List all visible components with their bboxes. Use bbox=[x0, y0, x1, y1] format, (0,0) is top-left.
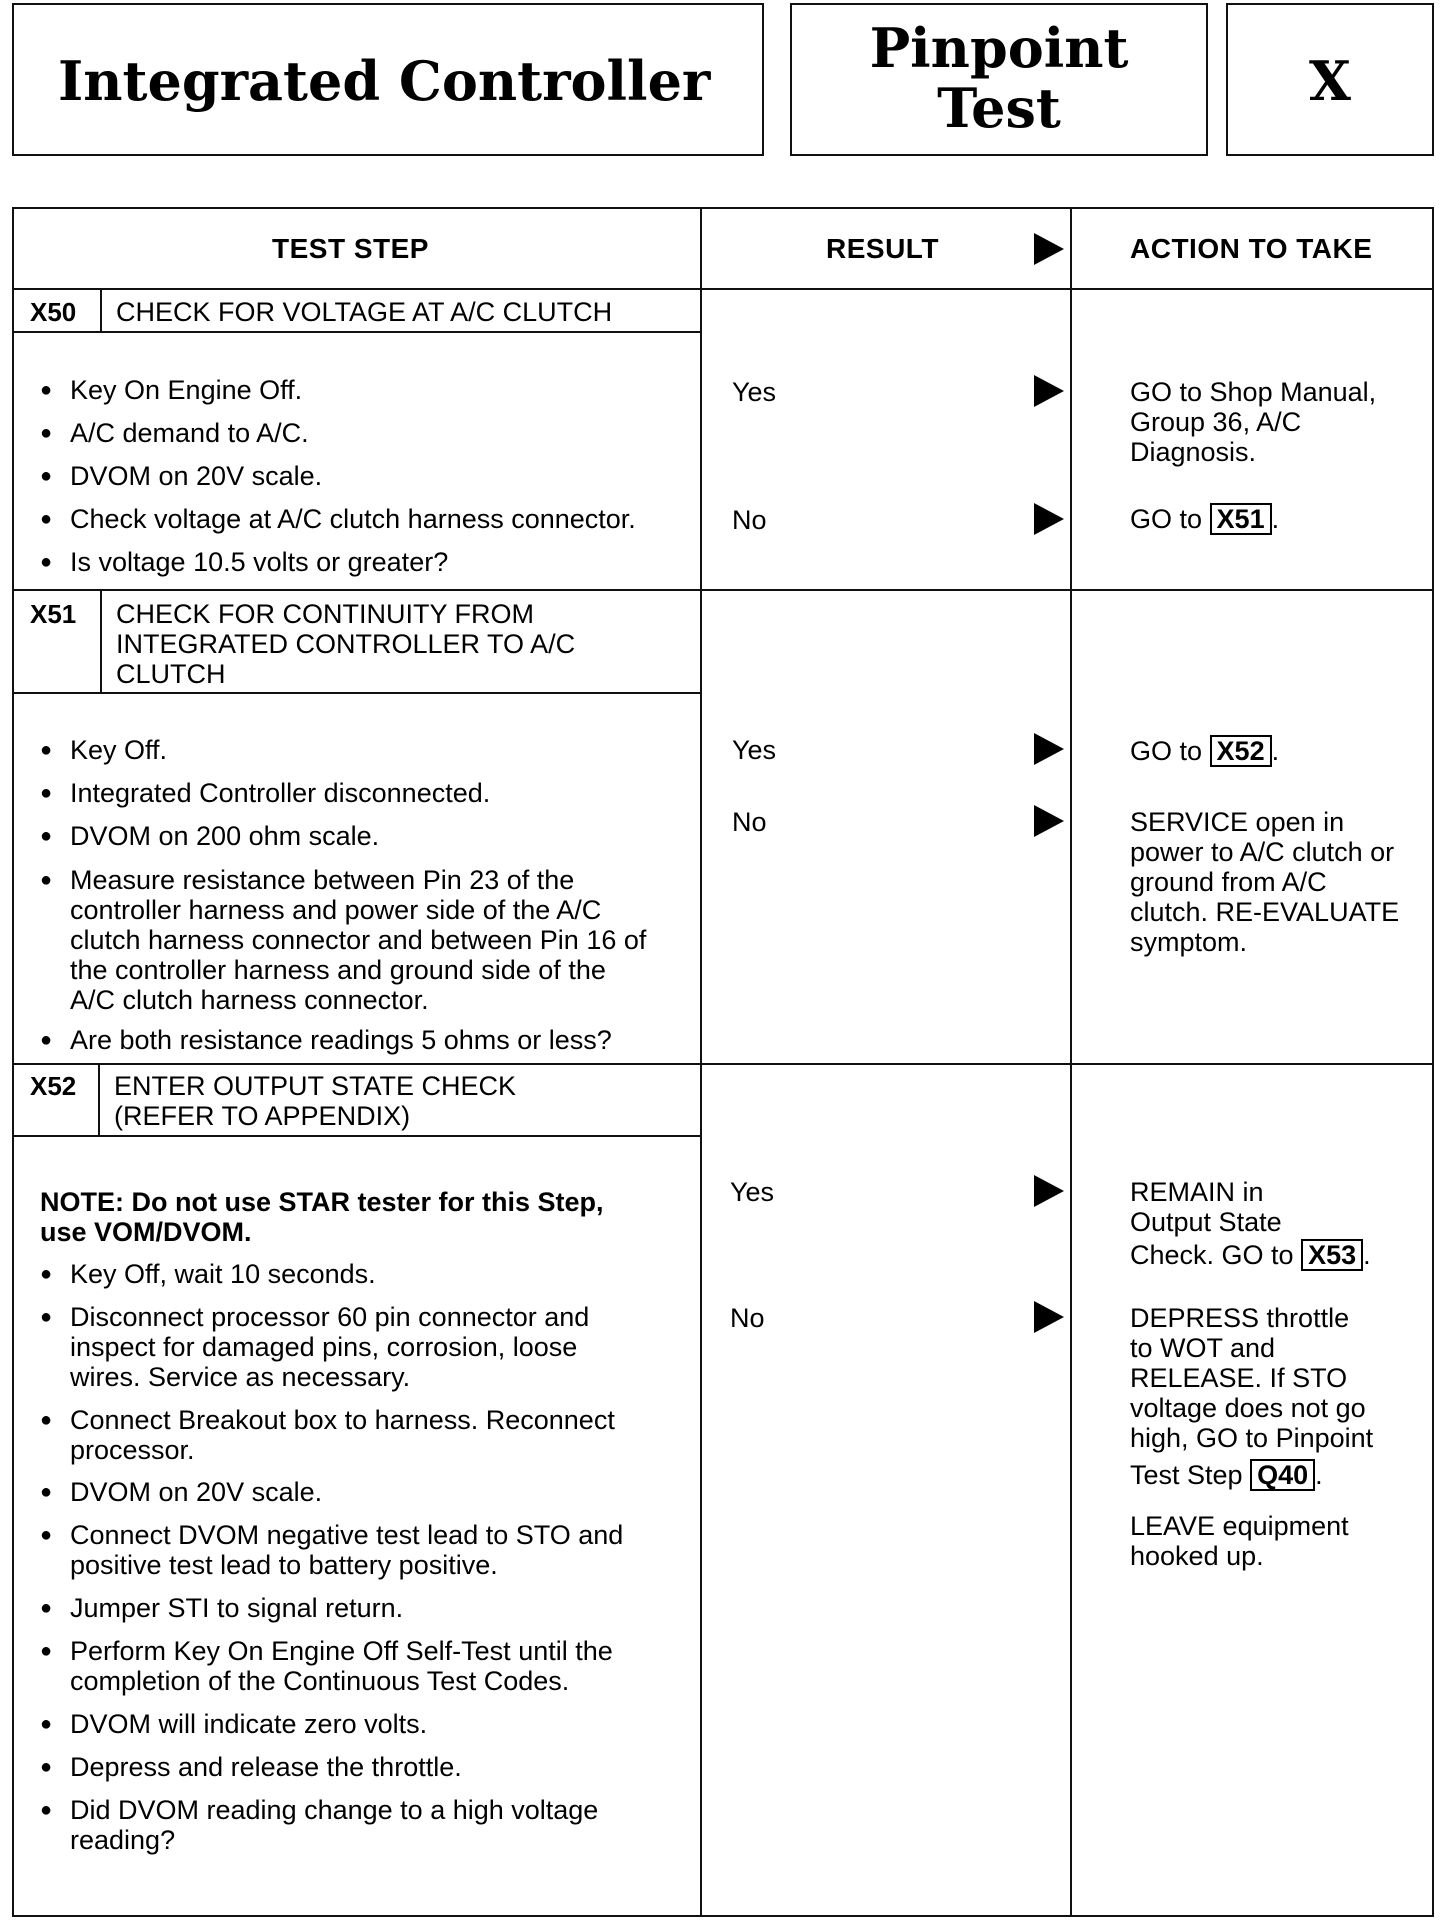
arrow-right-icon bbox=[1034, 503, 1064, 535]
list-item-line: ● Measure resistance between Pin 23 of the bbox=[70, 865, 575, 895]
result-yes: Yes bbox=[730, 1177, 775, 1207]
divider bbox=[100, 589, 102, 694]
list-item: ● Integrated Controller disconnected. bbox=[40, 778, 490, 808]
divider bbox=[14, 1135, 700, 1137]
list-item: ● Check voltage at A/C clutch harness connector. bbox=[40, 504, 636, 534]
action-text: RELEASE. If STO bbox=[1130, 1363, 1348, 1393]
list-item: ● Depress and release the throttle. bbox=[40, 1752, 462, 1782]
list-item bbox=[40, 1405, 615, 1465]
list-item: ● Key On Engine Off. bbox=[40, 375, 302, 405]
col-header-action: ACTION TO TAKE bbox=[1130, 233, 1373, 264]
action-text: high, GO to Pinpoint bbox=[1130, 1423, 1374, 1453]
list-item-line: controller harness and power side of the A/C bbox=[70, 895, 602, 925]
result-yes: Yes bbox=[732, 735, 777, 765]
action-text: DEPRESS throttle bbox=[1130, 1303, 1350, 1333]
list-item-line: ● Perform Key On Engine Off Self-Test until the bbox=[70, 1636, 613, 1666]
divider bbox=[1070, 209, 1072, 1915]
step-ref-x53[interactable]: X53 bbox=[1301, 1239, 1363, 1271]
page-title: Integrated Controller bbox=[58, 49, 711, 113]
step-title-x51: CLUTCH bbox=[116, 659, 226, 689]
action-text: voltage does not go bbox=[1130, 1393, 1366, 1423]
list-item: ● Is voltage 10.5 volts or greater? bbox=[40, 547, 448, 577]
step-title-x51: CHECK FOR CONTINUITY FROM bbox=[116, 599, 534, 629]
step-ref-q40[interactable]: Q40 bbox=[1250, 1459, 1315, 1491]
action-text: . bbox=[1363, 1240, 1371, 1270]
action-text: Check. GO to bbox=[1130, 1240, 1294, 1270]
action-text: Diagnosis. bbox=[1130, 437, 1257, 467]
action-text: Group 36, A/C bbox=[1130, 407, 1302, 437]
action-text bbox=[1130, 1239, 1371, 1271]
action-text: symptom. bbox=[1130, 927, 1248, 957]
divider bbox=[14, 1063, 1432, 1065]
action-text: GO to bbox=[1130, 504, 1203, 534]
step-title-x52: ENTER OUTPUT STATE CHECK bbox=[114, 1071, 517, 1101]
arrow-right-icon bbox=[1034, 733, 1064, 765]
list-item-line: the controller harness and ground side of the bbox=[70, 955, 606, 985]
divider bbox=[100, 288, 102, 333]
step-id-x50: X50 bbox=[30, 297, 77, 327]
action-text bbox=[1130, 1459, 1323, 1491]
divider bbox=[14, 589, 1432, 591]
divider bbox=[700, 209, 702, 1915]
list-item: ● A/C demand to A/C. bbox=[40, 418, 309, 448]
result-no: No bbox=[730, 1303, 765, 1333]
header-title-box bbox=[12, 3, 764, 156]
header-letter-box bbox=[1226, 3, 1434, 156]
action-text: Output State bbox=[1130, 1207, 1282, 1237]
test-letter: X bbox=[1309, 49, 1351, 113]
step-ref-x51[interactable]: X51 bbox=[1210, 503, 1272, 535]
list-item: ● Jumper STI to signal return. bbox=[40, 1593, 403, 1623]
action-text: clutch. RE-EVALUATE bbox=[1130, 897, 1400, 927]
action-text: power to A/C clutch or bbox=[1130, 837, 1395, 867]
action-text: GO to bbox=[1130, 736, 1203, 766]
list-item-line: wires. Service as necessary. bbox=[70, 1362, 411, 1392]
action-text: to WOT and bbox=[1130, 1333, 1276, 1363]
action-text: . bbox=[1315, 1460, 1323, 1490]
action-text: ground from A/C bbox=[1130, 867, 1327, 897]
list-item bbox=[40, 1636, 613, 1696]
list-item: ● Key Off. bbox=[40, 735, 167, 765]
list-item: ● DVOM on 20V scale. bbox=[40, 1477, 322, 1507]
step-id-x52: X52 bbox=[30, 1071, 77, 1101]
action-text bbox=[1130, 735, 1279, 767]
arrow-right-icon bbox=[1034, 1301, 1064, 1333]
divider bbox=[14, 288, 1432, 290]
list-item bbox=[40, 1520, 623, 1580]
arrow-right-icon bbox=[1034, 805, 1064, 837]
action-text: SERVICE open in bbox=[1130, 807, 1345, 837]
test-label: Test bbox=[937, 76, 1061, 140]
list-item bbox=[40, 1302, 589, 1392]
list-item-line: ● Connect Breakout box to harness. Reconnect bbox=[70, 1405, 615, 1435]
action-text: . bbox=[1271, 504, 1280, 534]
step-title-x50: CHECK FOR VOLTAGE AT A/C CLUTCH bbox=[116, 297, 613, 327]
action-text: . bbox=[1271, 736, 1280, 766]
col-header-result: RESULT bbox=[826, 233, 939, 264]
action-text: GO to Shop Manual, bbox=[1130, 377, 1377, 407]
step-ref-x52[interactable]: X52 bbox=[1210, 735, 1272, 767]
col-header-test-step: TEST STEP bbox=[272, 233, 429, 264]
divider bbox=[14, 331, 700, 333]
list-item-line: ● Disconnect processor 60 pin connector and bbox=[70, 1302, 590, 1332]
note-text: NOTE: Do not use STAR tester for this Step, bbox=[40, 1187, 604, 1217]
list-item-line: processor. bbox=[70, 1435, 195, 1465]
list-item bbox=[40, 865, 646, 1015]
action-text: Test Step bbox=[1130, 1460, 1243, 1490]
list-item: ● Are both resistance readings 5 ohms or less? bbox=[40, 1025, 612, 1055]
list-item-line: reading? bbox=[70, 1825, 176, 1855]
divider bbox=[98, 1063, 100, 1137]
result-yes: Yes bbox=[732, 377, 777, 407]
action-text: hooked up. bbox=[1130, 1541, 1264, 1571]
list-item bbox=[40, 1795, 598, 1855]
result-no: No bbox=[732, 807, 767, 837]
arrow-right-icon bbox=[1034, 375, 1064, 407]
arrow-right-icon bbox=[1034, 233, 1064, 265]
action-text bbox=[1130, 503, 1279, 535]
list-item-line: positive test lead to battery positive. bbox=[70, 1550, 498, 1580]
list-item: ● Key Off, wait 10 seconds. bbox=[40, 1259, 376, 1289]
arrow-right-icon bbox=[1034, 1175, 1064, 1207]
list-item: ● DVOM on 200 ohm scale. bbox=[40, 821, 379, 851]
result-no: No bbox=[732, 505, 767, 535]
note-text: use VOM/DVOM. bbox=[40, 1217, 252, 1247]
list-item-line: completion of the Continuous Test Codes. bbox=[70, 1666, 570, 1696]
list-item: ● DVOM will indicate zero volts. bbox=[40, 1709, 427, 1739]
list-item-line: ● Connect DVOM negative test lead to STO and bbox=[70, 1520, 624, 1550]
action-text: REMAIN in bbox=[1130, 1177, 1264, 1207]
list-item-line: ● Did DVOM reading change to a high voltage bbox=[70, 1795, 599, 1825]
test-table bbox=[12, 207, 1434, 1917]
action-text: LEAVE equipment bbox=[1130, 1511, 1349, 1541]
list-item-line: A/C clutch harness connector. bbox=[70, 985, 429, 1015]
step-title-x51: INTEGRATED CONTROLLER TO A/C bbox=[116, 629, 576, 659]
header-pinpoint-box bbox=[790, 3, 1208, 156]
list-item-line: inspect for damaged pins, corrosion, loose bbox=[70, 1332, 578, 1362]
pinpoint-label: Pinpoint bbox=[869, 16, 1129, 80]
step-title-x52: (REFER TO APPENDIX) bbox=[114, 1101, 411, 1131]
step-id-x51: X51 bbox=[30, 599, 77, 629]
divider bbox=[14, 692, 700, 694]
list-item: ● DVOM on 20V scale. bbox=[40, 461, 322, 491]
list-item-line: clutch harness connector and between Pin 16 of bbox=[70, 925, 647, 955]
